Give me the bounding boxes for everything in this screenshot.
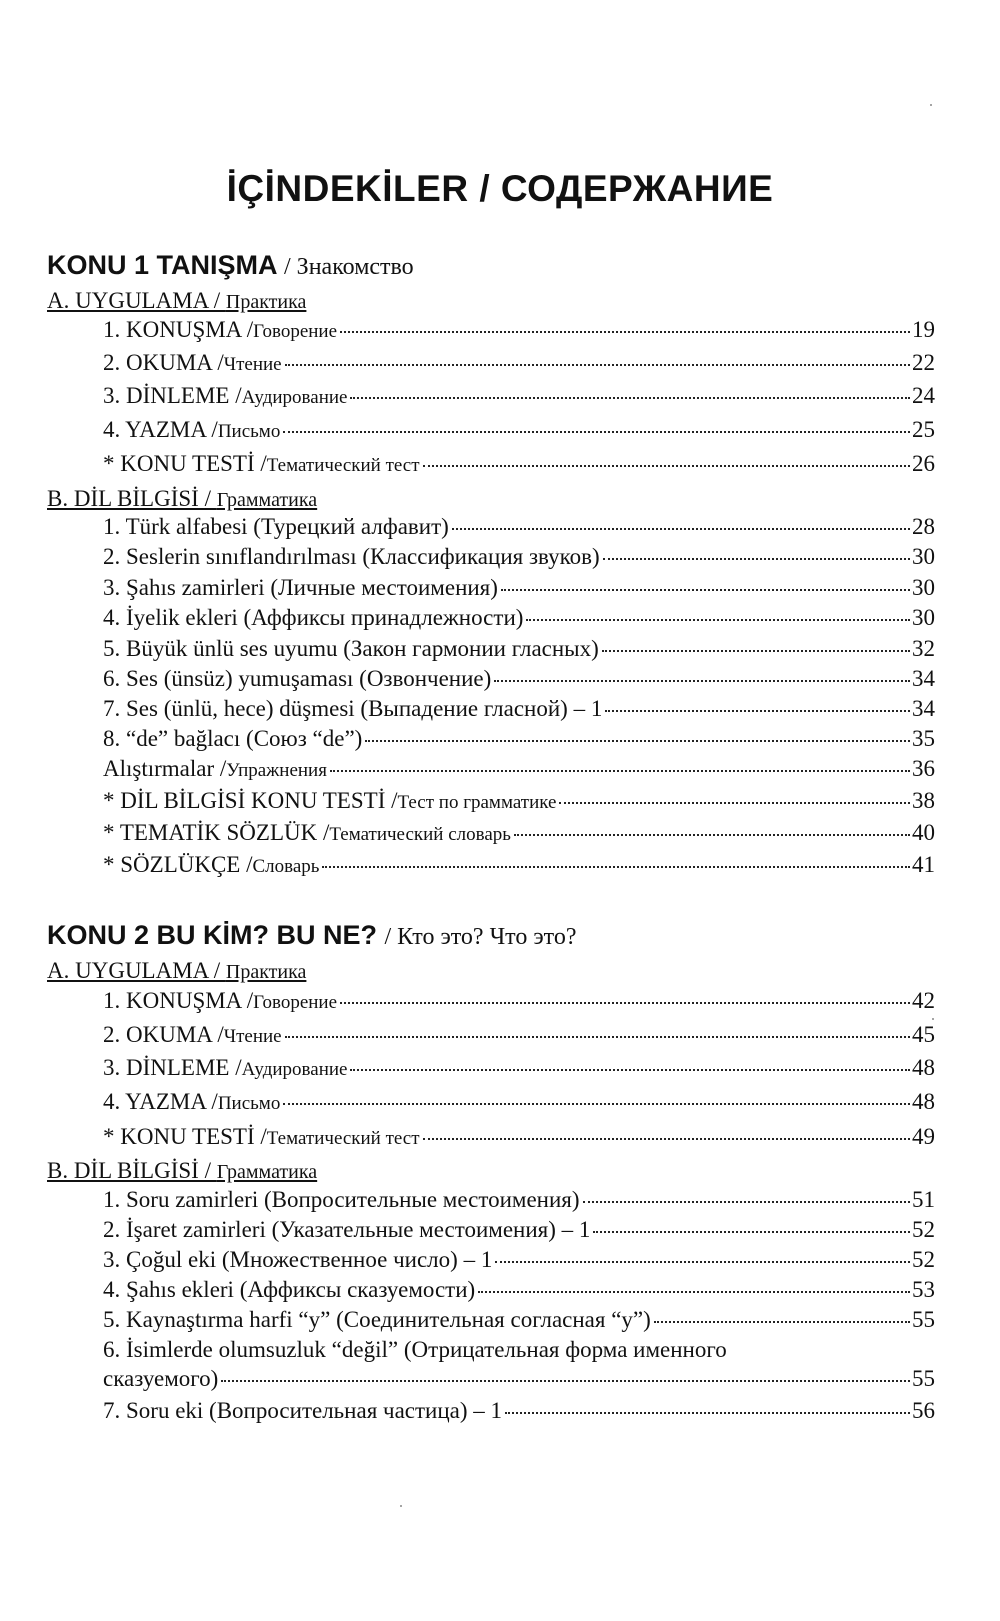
toc-entry[interactable]: 3. Çoğul eki (Множественное число) – 1 52 — [103, 1247, 935, 1272]
konu-1-subtitle: / Знакомство — [284, 254, 414, 280]
toc-entry[interactable]: 1. KONUŞMA / Говорение 42 — [103, 988, 935, 1013]
toc-entry[interactable]: 7. Ses (ünlü, hece) düşmesi (Выпадение гласной) – 1 34 — [103, 696, 935, 721]
konu-1-section-a: A. UYGULAMA / Практика — [47, 288, 307, 313]
toc-entry-line-1[interactable]: 6. İsimlerde olumsuzluk “değil” (Отрицательная форма именного — [103, 1337, 727, 1362]
toc-entry[interactable]: 1. Türk alfabesi (Турецкий алфавит) 28 — [103, 514, 935, 539]
toc-entry[interactable]: 3. Şahıs zamirleri (Личные местоимения) 30 — [103, 575, 935, 600]
toc-entry[interactable]: 5. Büyük ünlü ses uyumu (Закон гармонии гласных) 32 — [103, 636, 935, 661]
toc-entry[interactable]: 4. YAZMA / Письмо 25 — [103, 417, 935, 442]
toc-entry[interactable]: 4. YAZMA / Письмо 48 — [103, 1089, 935, 1114]
toc-entry[interactable]: 5. Kaynaştırma harfi “y” (Соединительная согласная “y”) 55 — [103, 1307, 935, 1332]
toc-entry[interactable]: * DİL BİLGİSİ KONU TESTİ / Тест по грамматике 38 — [103, 788, 935, 813]
konu-1-section-b: B. DİL BİLGİSİ / Грамматика — [47, 486, 318, 511]
scan-speck — [930, 104, 932, 106]
toc-entry[interactable]: 8. “de” bağlacı (Союз “de”) 35 — [103, 726, 935, 751]
toc-entry[interactable]: 3. DİNLEME / Аудирование 48 — [103, 1055, 935, 1080]
konu-2-heading — [47, 920, 576, 951]
konu-2-title: KONU 2 BU KİM? BU NE? — [47, 920, 377, 950]
toc-entry[interactable]: 6. Ses (ünsüz) yumuşaması (Озвончение) 34 — [103, 666, 935, 691]
toc-entry[interactable]: 3. DİNLEME / Аудирование 24 — [103, 383, 935, 408]
toc-entry[interactable]: 2. Seslerin sınıflandırılması (Классификация звуков) 30 — [103, 544, 935, 569]
toc-entry[interactable]: * KONU TESTİ / Тематический тест 49 — [103, 1124, 935, 1149]
toc-entry[interactable]: 2. OKUMA / Чтение 45 — [103, 1022, 935, 1047]
konu-2-section-b: B. DİL BİLGİSİ / Грамматика — [47, 1158, 318, 1183]
toc-entry[interactable]: 1. KONUŞMA / Говорение 19 — [103, 317, 935, 342]
toc-entry[interactable]: 7. Soru eki (Вопросительная частица) – 1 56 — [103, 1398, 935, 1423]
konu-2-subtitle: / Кто это? Что это? — [384, 924, 577, 950]
toc-entry[interactable]: * KONU TESTİ / Тематический тест 26 — [103, 451, 935, 476]
toc-entry[interactable]: Alıştırmalar / Упражнения 36 — [103, 756, 935, 781]
toc-entry[interactable]: * TEMATİK SÖZLÜK / Тематический словарь 40 — [103, 820, 935, 845]
page-title: İÇİNDEKİLER / СОДЕРЖАНИЕ — [226, 168, 774, 209]
toc-entry[interactable]: 2. İşaret zamirleri (Указательные местоимения) – 1 52 — [103, 1217, 935, 1242]
konu-2-section-a: A. UYGULAMA / Практика — [47, 958, 307, 983]
toc-entry[interactable]: 4. Şahıs ekleri (Аффиксы сказуемости) 53 — [103, 1277, 935, 1302]
toc-entry[interactable]: сказуемого) 55 — [103, 1366, 935, 1391]
toc-entry[interactable]: 4. İyelik ekleri (Аффиксы принадлежности) 30 — [103, 605, 935, 630]
toc-entry[interactable]: 1. Soru zamirleri (Вопросительные местоимения) 51 — [103, 1187, 935, 1212]
scan-speck — [400, 1505, 402, 1507]
scan-speck — [932, 1018, 934, 1020]
toc-entry[interactable]: 2. OKUMA / Чтение 22 — [103, 350, 935, 375]
konu-1-heading — [47, 250, 414, 281]
toc-entry[interactable]: * SÖZLÜKÇE / Словарь 41 — [103, 852, 935, 877]
konu-1-title: KONU 1 TANIŞMA — [47, 250, 277, 280]
